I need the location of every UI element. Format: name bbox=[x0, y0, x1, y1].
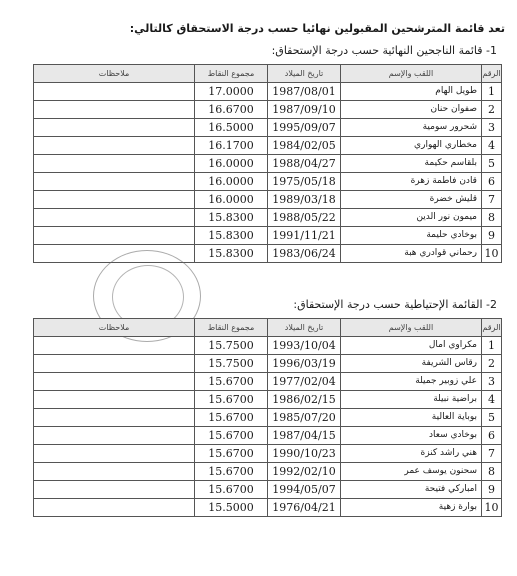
cell-birth-date: 1989/03/18 bbox=[268, 191, 341, 209]
cell-num: 2 bbox=[482, 355, 502, 373]
table-row bbox=[34, 155, 502, 173]
cell-score: 16.6700 bbox=[195, 101, 268, 119]
table-row bbox=[34, 391, 502, 409]
cell-num: 9 bbox=[482, 481, 502, 499]
cell-name: براضية نبيلة bbox=[341, 391, 482, 409]
table-row bbox=[34, 101, 502, 119]
table-row bbox=[34, 337, 502, 355]
section1-title: 1- قائمة الناجحين النهائية حسب درجة الإستحقاق: bbox=[271, 44, 497, 57]
cell-notes bbox=[34, 209, 195, 227]
reserve-list-table-wrap bbox=[33, 318, 502, 517]
cell-score: 15.6700 bbox=[195, 409, 268, 427]
cell-score: 15.8300 bbox=[195, 227, 268, 245]
cell-num: 6 bbox=[482, 427, 502, 445]
header-name: اللقب والإسم bbox=[341, 319, 482, 337]
cell-name: رقاس الشريفة bbox=[341, 355, 482, 373]
table-row bbox=[34, 83, 502, 101]
cell-num: 10 bbox=[482, 499, 502, 517]
cell-birth-date: 1984/02/05 bbox=[268, 137, 341, 155]
cell-num: 8 bbox=[482, 463, 502, 481]
cell-score: 15.6700 bbox=[195, 463, 268, 481]
cell-num: 9 bbox=[482, 227, 502, 245]
cell-notes bbox=[34, 137, 195, 155]
header-num: الرقم bbox=[482, 319, 502, 337]
cell-notes bbox=[34, 119, 195, 137]
cell-notes bbox=[34, 373, 195, 391]
cell-name: طويل الهام bbox=[341, 83, 482, 101]
table-row bbox=[34, 227, 502, 245]
cell-num: 1 bbox=[482, 83, 502, 101]
cell-name: قليش خضرة bbox=[341, 191, 482, 209]
table-row bbox=[34, 445, 502, 463]
intro-text: تعد قائمة المترشحين المقبولين نهائيا حسب درجة الاستحقاق كالتالي: bbox=[129, 22, 505, 35]
cell-score: 16.1700 bbox=[195, 137, 268, 155]
cell-score: 15.5000 bbox=[195, 499, 268, 517]
cell-name: هني راشد كنزة bbox=[341, 445, 482, 463]
cell-name: امبارکي فتيحة bbox=[341, 481, 482, 499]
cell-score: 15.6700 bbox=[195, 445, 268, 463]
cell-score: 15.6700 bbox=[195, 427, 268, 445]
cell-birth-date: 1987/04/15 bbox=[268, 427, 341, 445]
cell-name: بلقاسم حكيمة bbox=[341, 155, 482, 173]
table-row bbox=[34, 137, 502, 155]
cell-birth-date: 1983/06/24 bbox=[268, 245, 341, 263]
cell-num: 10 bbox=[482, 245, 502, 263]
cell-num: 1 bbox=[482, 337, 502, 355]
cell-num: 3 bbox=[482, 119, 502, 137]
cell-notes bbox=[34, 391, 195, 409]
cell-name: صفوان حنان bbox=[341, 101, 482, 119]
cell-num: 6 bbox=[482, 173, 502, 191]
cell-notes bbox=[34, 101, 195, 119]
cell-score: 15.8300 bbox=[195, 245, 268, 263]
cell-name: بوخادي حليمة bbox=[341, 227, 482, 245]
cell-birth-date: 1991/11/21 bbox=[268, 227, 341, 245]
final-list-table-wrap bbox=[33, 64, 502, 263]
cell-score: 16.0000 bbox=[195, 191, 268, 209]
cell-notes bbox=[34, 191, 195, 209]
cell-name: قادن فاطمة زهرة bbox=[341, 173, 482, 191]
cell-birth-date: 1987/09/10 bbox=[268, 101, 341, 119]
cell-notes bbox=[34, 337, 195, 355]
cell-name: بوارة زهية bbox=[341, 499, 482, 517]
cell-birth-date: 1986/02/15 bbox=[268, 391, 341, 409]
table-row bbox=[34, 355, 502, 373]
cell-birth-date: 1995/09/07 bbox=[268, 119, 341, 137]
cell-num: 2 bbox=[482, 101, 502, 119]
cell-score: 17.0000 bbox=[195, 83, 268, 101]
table-row bbox=[34, 209, 502, 227]
table-row bbox=[34, 245, 502, 263]
cell-name: بوباية العالية bbox=[341, 409, 482, 427]
cell-num: 5 bbox=[482, 409, 502, 427]
section2-title: 2- القائمة الإحتياطية حسب درجة الإستحقاق: bbox=[293, 298, 497, 311]
cell-notes bbox=[34, 445, 195, 463]
table-row bbox=[34, 481, 502, 499]
cell-name: رحماني قوادري هبة bbox=[341, 245, 482, 263]
table-row bbox=[34, 173, 502, 191]
cell-score: 16.0000 bbox=[195, 173, 268, 191]
cell-score: 15.8300 bbox=[195, 209, 268, 227]
table-row bbox=[34, 499, 502, 517]
cell-num: 5 bbox=[482, 155, 502, 173]
header-name: اللقب والإسم bbox=[341, 65, 482, 83]
cell-score: 16.0000 bbox=[195, 155, 268, 173]
cell-name: سحنون يوسف عمر bbox=[341, 463, 482, 481]
cell-birth-date: 1990/10/23 bbox=[268, 445, 341, 463]
cell-score: 15.6700 bbox=[195, 373, 268, 391]
header-num: الرقم bbox=[482, 65, 502, 83]
cell-birth-date: 1992/02/10 bbox=[268, 463, 341, 481]
table-header-row bbox=[34, 65, 502, 83]
table-row bbox=[34, 427, 502, 445]
header-score: مجموع النقاط bbox=[195, 65, 268, 83]
table-row bbox=[34, 373, 502, 391]
cell-birth-date: 1975/05/18 bbox=[268, 173, 341, 191]
cell-birth-date: 1977/02/04 bbox=[268, 373, 341, 391]
cell-name: مخطاري الهواري bbox=[341, 137, 482, 155]
cell-notes bbox=[34, 409, 195, 427]
cell-notes bbox=[34, 481, 195, 499]
header-date: تاريخ الميلاد bbox=[268, 319, 341, 337]
cell-notes bbox=[34, 355, 195, 373]
cell-num: 7 bbox=[482, 191, 502, 209]
table-row bbox=[34, 463, 502, 481]
cell-birth-date: 1994/05/07 bbox=[268, 481, 341, 499]
header-date: تاريخ الميلاد bbox=[268, 65, 341, 83]
cell-num: 8 bbox=[482, 209, 502, 227]
cell-notes bbox=[34, 463, 195, 481]
cell-name: مكراوي امال bbox=[341, 337, 482, 355]
cell-notes bbox=[34, 173, 195, 191]
cell-notes bbox=[34, 83, 195, 101]
cell-notes bbox=[34, 155, 195, 173]
cell-birth-date: 1988/05/22 bbox=[268, 209, 341, 227]
cell-score: 15.6700 bbox=[195, 481, 268, 499]
cell-num: 7 bbox=[482, 445, 502, 463]
header-score: مجموع النقاط bbox=[195, 319, 268, 337]
cell-notes bbox=[34, 227, 195, 245]
cell-birth-date: 1993/10/04 bbox=[268, 337, 341, 355]
cell-birth-date: 1996/03/19 bbox=[268, 355, 341, 373]
cell-name: شحرور سومية bbox=[341, 119, 482, 137]
cell-score: 15.6700 bbox=[195, 391, 268, 409]
cell-birth-date: 1988/04/27 bbox=[268, 155, 341, 173]
cell-birth-date: 1987/08/01 bbox=[268, 83, 341, 101]
final-list-table bbox=[33, 64, 502, 263]
cell-name: ميمون نور الدين bbox=[341, 209, 482, 227]
header-notes: ملاحظات bbox=[34, 65, 195, 83]
cell-num: 3 bbox=[482, 373, 502, 391]
table-row bbox=[34, 119, 502, 137]
table-row bbox=[34, 409, 502, 427]
reserve-list-table bbox=[33, 318, 502, 517]
cell-score: 15.7500 bbox=[195, 355, 268, 373]
cell-num: 4 bbox=[482, 137, 502, 155]
cell-score: 15.7500 bbox=[195, 337, 268, 355]
cell-name: بوخادي سعاد bbox=[341, 427, 482, 445]
cell-notes bbox=[34, 427, 195, 445]
table-row bbox=[34, 191, 502, 209]
cell-notes bbox=[34, 499, 195, 517]
table-header-row bbox=[34, 319, 502, 337]
cell-score: 16.5000 bbox=[195, 119, 268, 137]
cell-birth-date: 1976/04/21 bbox=[268, 499, 341, 517]
header-notes: ملاحظات bbox=[34, 319, 195, 337]
cell-num: 4 bbox=[482, 391, 502, 409]
cell-birth-date: 1985/07/20 bbox=[268, 409, 341, 427]
cell-name: علي زوبير جميلة bbox=[341, 373, 482, 391]
